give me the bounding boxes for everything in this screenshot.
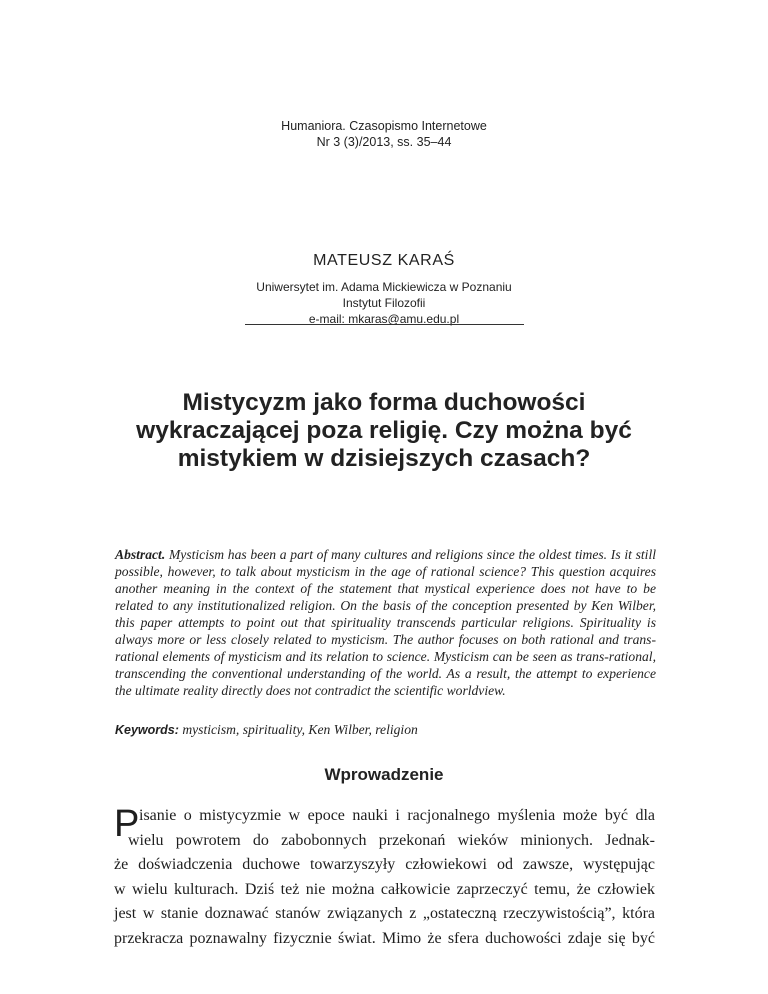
body-line: isanie o mistycyzmie w epoce nauki i racjonalnego myślenia może być dla bbox=[139, 807, 655, 824]
journal-issue: Nr 3 (3)/2013, ss. 35–44 bbox=[316, 135, 452, 149]
abstract bbox=[115, 546, 656, 699]
journal-name: Humaniora. Czasopismo Internetowe bbox=[281, 119, 487, 133]
author-name: MATEUSZ KARAŚ bbox=[313, 252, 455, 269]
author-email[interactable]: e-mail: mkaras@amu.edu.pl bbox=[308, 312, 460, 326]
title-line: mistykiem w dzisiejszych czasach? bbox=[177, 445, 591, 472]
body-line: w wielu kulturach. Dziś też nie można całkowicie zaprzeczyć temu, że człowiek bbox=[114, 880, 655, 898]
section-heading: Wprowadzenie bbox=[324, 765, 444, 784]
keywords-label: Keywords: bbox=[115, 723, 179, 737]
title-line: Mistycyzm jako forma duchowości bbox=[182, 389, 586, 416]
journal-header bbox=[0, 118, 768, 150]
abstract-text: Mysticism has been a part of many cultures and religions since the oldest times. Is it still possible, however, to talk about mysticism in the age of rational science? This question acquires another meaning in the context of the statement that mystical experience does not have to be related to any institutionalized religion. On the basis of the conception presented by Ken Wilber, this paper attempts to point out that spirituality transcends particular religions. Spirituality is always more or less closely related to mysticism. The author focuses on both rational and trans-rational elements of mysticism and its relation to science. Mysticism can be seen as trans-rational, transcending the conventional understanding of the world. As a result, the attempt to experience the ultimate reality directly does not contradict the scientific worldview. bbox=[115, 547, 656, 698]
keywords bbox=[115, 721, 656, 739]
paper-title bbox=[0, 389, 768, 473]
abstract-label: Abstract. bbox=[115, 547, 166, 562]
body-line: wielu powrotem do zabobonnych przekonań wieków minionych. Jednak- bbox=[128, 831, 655, 849]
keywords-values: mysticism, spirituality, Ken Wilber, religion bbox=[182, 722, 418, 737]
body-line: przekracza poznawalny fizycznie świat. Mimo że sfera duchowości zdaje się być bbox=[114, 929, 655, 947]
affiliation-divider bbox=[245, 324, 524, 325]
title-line: wykraczającej poza religię. Czy można być bbox=[136, 417, 632, 444]
body-line: jest w stanie doznawać stanów związanych z „ostateczną rzeczywistością”, która bbox=[114, 905, 655, 922]
author-affiliation bbox=[0, 279, 768, 327]
body-paragraph bbox=[114, 804, 655, 951]
author-institute: Instytut Filozofii bbox=[342, 296, 426, 310]
drop-cap: P bbox=[114, 803, 140, 845]
body-line: że doświadczenia duchowe towarzyszyły człowiekowi od zawsze, występując bbox=[114, 856, 655, 873]
author-university: Uniwersytet im. Adama Mickiewicza w Poznaniu bbox=[256, 280, 512, 294]
